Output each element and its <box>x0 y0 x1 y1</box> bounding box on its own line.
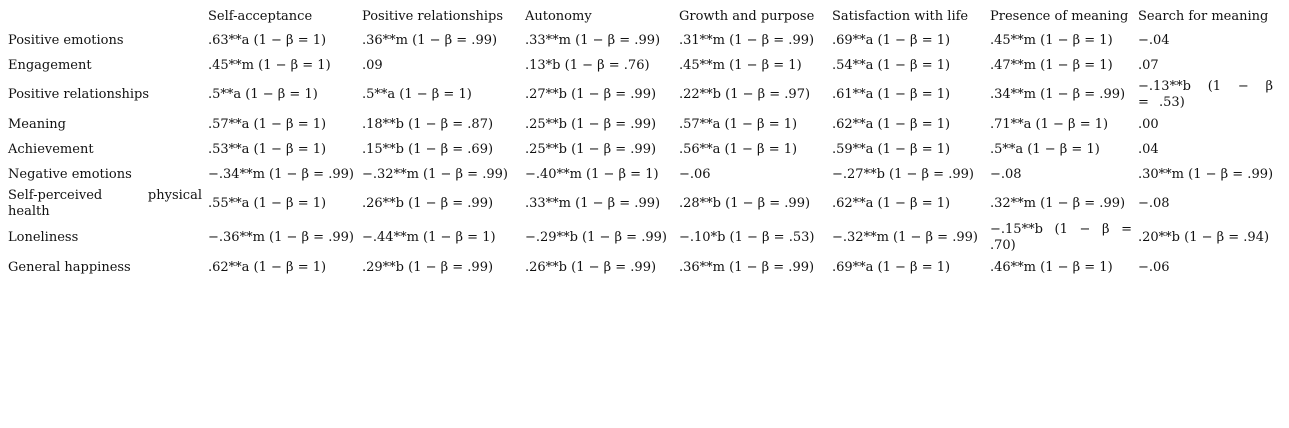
table-cell: .62**a (1 − β = 1) <box>832 196 951 211</box>
table-cell: −.32**m (1 − β = .99) <box>832 230 978 245</box>
row-label: Negative emotions <box>8 166 132 182</box>
table-cell: .25**b (1 − β = .99) <box>525 141 657 157</box>
table-row <box>6 78 1277 112</box>
table-cell: .25**b (1 − β = .99) <box>525 116 657 132</box>
column-header-satisfaction-with-life: Satisfaction with life <box>832 9 969 24</box>
table-cell: .26**b (1 − β = .99) <box>362 196 494 211</box>
table-cell: −.08 <box>990 166 1022 182</box>
table-cell: −.10*b (1 − β = .53) <box>679 230 815 245</box>
table-cell: .36**m (1 − β = .99) <box>679 259 815 275</box>
table-cell: .34**m (1 − β = .99) <box>990 87 1126 102</box>
column-header-positive-relationships: Positive relationships <box>362 9 504 24</box>
table-cell: .30**m (1 − β = .99) <box>1138 166 1274 182</box>
table-cell: .59**a (1 − β = 1) <box>832 141 951 157</box>
table-cell: −.29**b (1 − β = .99) <box>525 230 667 245</box>
table-cell: .00 <box>1138 116 1159 132</box>
table-cell: −.36**m (1 − β = .99) <box>208 230 354 245</box>
table-cell: .5**a (1 − β = 1) <box>362 87 472 102</box>
table-cell: −.13**b (1 − β = .53) <box>1138 79 1274 110</box>
table-cell: −.44**m (1 − β = 1) <box>362 230 496 245</box>
table-cell: .61**a (1 − β = 1) <box>832 87 951 102</box>
table-cell: .07 <box>1138 57 1159 73</box>
table-cell: −.06 <box>679 166 711 182</box>
table-cell: .47**m (1 − β = 1) <box>990 57 1113 73</box>
table-cell: .45**m (1 − β = 1) <box>990 32 1113 48</box>
table-cell: −.04 <box>1138 32 1170 48</box>
table-cell: .54**a (1 − β = 1) <box>832 57 951 73</box>
table-cell: −.08 <box>1138 196 1170 211</box>
table-cell: .46**m (1 − β = 1) <box>990 259 1113 275</box>
table-cell: .15**b (1 − β = .69) <box>362 141 494 157</box>
table-cell: .5**a (1 − β = 1) <box>990 141 1100 157</box>
table-cell: .57**a (1 − β = 1) <box>208 116 327 132</box>
table-cell: .33**m (1 − β = .99) <box>525 196 661 211</box>
column-header-growth-and-purpose: Growth and purpose <box>679 9 815 24</box>
table-cell: .5**a (1 − β = 1) <box>208 87 318 102</box>
table-cell: .20**b (1 − β = .94) <box>1138 230 1270 245</box>
table-cell: .62**a (1 − β = 1) <box>832 116 951 132</box>
column-header-search-for-meaning: Search for meaning <box>1138 9 1269 24</box>
table-cell: .62**a (1 − β = 1) <box>208 259 327 275</box>
table-row <box>6 137 1277 162</box>
table-cell: .71**a (1 − β = 1) <box>990 116 1109 132</box>
table-cell: .33**m (1 − β = .99) <box>525 32 661 48</box>
column-header-presence-of-meaning: Presence of meaning <box>990 9 1129 24</box>
row-label: Self-perceived physical health <box>8 188 202 219</box>
table-cell: .22**b (1 − β = .97) <box>679 87 811 102</box>
row-label: General happiness <box>8 259 131 275</box>
table-cell: .56**a (1 − β = 1) <box>679 141 798 157</box>
table-row <box>6 112 1277 137</box>
table-body <box>6 28 1277 280</box>
column-header-autonomy: Autonomy <box>525 9 592 24</box>
table-row <box>6 162 1277 187</box>
table-row <box>6 28 1277 53</box>
table-row <box>6 221 1277 255</box>
correlation-table <box>6 6 1277 280</box>
table-cell: .69**a (1 − β = 1) <box>832 32 951 48</box>
table-cell: .26**b (1 − β = .99) <box>525 259 657 275</box>
row-label: Engagement <box>8 57 92 73</box>
table-cell: −.06 <box>1138 259 1170 275</box>
table-cell: −.32**m (1 − β = .99) <box>362 166 508 182</box>
table-row <box>6 255 1277 280</box>
table-cell: .32**m (1 − β = .99) <box>990 196 1126 211</box>
row-label: Meaning <box>8 116 66 132</box>
header-corner <box>6 6 206 28</box>
table-cell: .13*b (1 − β = .76) <box>525 57 650 73</box>
row-label: Achievement <box>8 141 94 157</box>
row-label: Positive relationships <box>8 87 150 102</box>
table-cell: −.34**m (1 − β = .99) <box>208 166 354 182</box>
table-cell: .53**a (1 − β = 1) <box>208 141 327 157</box>
table-cell: .55**a (1 − β = 1) <box>208 196 327 211</box>
table-cell: −.27**b (1 − β = .99) <box>832 166 974 182</box>
table-header <box>6 6 1277 28</box>
table-cell: .27**b (1 − β = .99) <box>525 87 657 102</box>
table-cell: .36**m (1 − β = .99) <box>362 32 498 48</box>
table-row <box>6 53 1277 78</box>
table-cell: −.15**b (1 − β = .70) <box>990 222 1132 253</box>
table-cell: .57**a (1 − β = 1) <box>679 116 798 132</box>
table-cell: .29**b (1 − β = .99) <box>362 259 494 275</box>
table-cell: .09 <box>362 57 383 73</box>
row-label: Positive emotions <box>8 32 124 48</box>
table-row <box>6 187 1277 221</box>
column-header-self-acceptance: Self-acceptance <box>208 9 313 24</box>
table-cell: .28**b (1 − β = .99) <box>679 196 811 211</box>
table-cell: .63**a (1 − β = 1) <box>208 32 327 48</box>
table-cell: −.40**m (1 − β = 1) <box>525 166 659 182</box>
table-cell: .04 <box>1138 141 1159 157</box>
table-cell: .69**a (1 − β = 1) <box>832 259 951 275</box>
row-label: Loneliness <box>8 230 79 245</box>
table-cell: .45**m (1 − β = 1) <box>679 57 802 73</box>
table-cell: .31**m (1 − β = .99) <box>679 32 815 48</box>
header-row <box>6 6 1277 28</box>
table-cell: .45**m (1 − β = 1) <box>208 57 331 73</box>
table-cell: .18**b (1 − β = .87) <box>362 116 494 132</box>
